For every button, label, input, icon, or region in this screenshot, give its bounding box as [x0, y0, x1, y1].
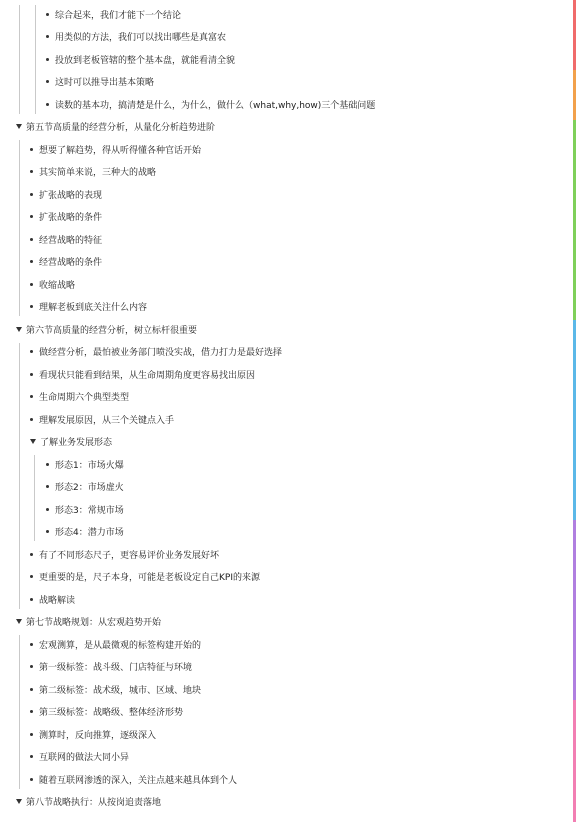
outline-item-label: 生命周期六个典型类型 [39, 393, 130, 403]
outline-item-row[interactable] [46, 71, 154, 93]
bullet-icon [46, 103, 49, 106]
outline-item-row[interactable] [30, 633, 201, 655]
outline-section-row[interactable] [16, 611, 161, 633]
outline-item-label: 随着互联网渗透的深入，关注点越来越具体到个人 [39, 775, 238, 786]
outline-item-row[interactable] [30, 656, 192, 678]
outline-item-row[interactable] [30, 768, 237, 790]
outline-item-label: 宏观测算，是从最微观的标签构建开始的 [39, 640, 202, 651]
bullet-icon [30, 350, 33, 353]
bullet-icon [46, 13, 49, 16]
outline-item-row[interactable] [30, 386, 129, 408]
bullet-icon [30, 215, 33, 218]
outline-section-row[interactable] [16, 116, 215, 138]
outline-item-label: 形态1：市场火爆 [55, 460, 124, 471]
outline-item-row[interactable] [30, 183, 102, 205]
outline-item-label: 收缩战略 [39, 280, 76, 291]
outline-item-label: 有了不同形态尺子，更容易评价业务发展好坏 [39, 550, 220, 561]
bullet-icon [30, 733, 33, 736]
outline-item-row[interactable] [30, 701, 183, 723]
bullet-icon [46, 35, 49, 38]
bullet-icon [46, 463, 49, 466]
outline-item-row[interactable] [30, 723, 156, 745]
outline-item-row[interactable] [30, 543, 219, 565]
outline-item-label: 第五节高质量的经营分析，从量化分析趋势进阶 [26, 123, 216, 133]
bullet-icon [30, 665, 33, 668]
bullet-icon [46, 530, 49, 533]
bullet-icon [46, 485, 49, 488]
outline-item-row[interactable] [30, 138, 201, 160]
outline-item-label: 了解业务发展形态 [40, 438, 113, 448]
bullet-icon [30, 148, 33, 151]
outline-item-row[interactable] [46, 93, 375, 115]
collapse-caret-icon[interactable] [16, 619, 22, 624]
outline-item-row[interactable] [46, 453, 124, 475]
outline-section-row[interactable] [16, 791, 161, 813]
bullet-icon [30, 305, 33, 308]
outline-item-row[interactable] [46, 48, 235, 70]
outline-item-row[interactable] [46, 26, 226, 48]
indent-guide-line [19, 5, 20, 114]
outline-item-label: 这时可以推导出基本策略 [55, 78, 155, 88]
outline-item-row[interactable] [30, 408, 174, 430]
outline-item-row[interactable] [30, 206, 102, 228]
bullet-icon [30, 238, 33, 241]
outline-item-row[interactable] [46, 3, 181, 25]
outline-item-label: 做经营分析，最怕被业务部门喷没实战，借力打力是最好选择 [39, 348, 283, 358]
outline-item-row[interactable] [30, 363, 255, 385]
outline-item-label: 用类似的方法，我们可以找出哪些是真富农 [55, 33, 227, 43]
bullet-icon [46, 508, 49, 511]
outline-item-row[interactable] [46, 498, 124, 520]
outline-section-row[interactable] [16, 318, 197, 340]
bullet-icon [30, 260, 33, 263]
outline-item-row[interactable] [30, 588, 75, 610]
bullet-icon [30, 710, 33, 713]
outline-item-label: 形态3：常规市场 [55, 505, 124, 516]
bullet-icon [30, 553, 33, 556]
outline-item-row[interactable] [30, 251, 102, 273]
bullet-icon [30, 598, 33, 601]
outline-item-label: 第七节战略规划：从宏观趋势开始 [26, 618, 162, 628]
outline-item-row[interactable] [46, 476, 124, 498]
collapse-caret-icon[interactable] [16, 799, 22, 804]
bullet-icon [30, 688, 33, 691]
indent-guide-line [19, 343, 20, 609]
bullet-icon [30, 283, 33, 286]
outline-item-label: 其实简单来说，三种大的战略 [39, 168, 157, 178]
outline-item-label: 测算时，反向推算，逐级深入 [39, 730, 157, 741]
outline-item-label: 互联网的做法大同小异 [39, 753, 130, 763]
bullet-icon [30, 643, 33, 646]
outline-item-row[interactable] [30, 341, 282, 363]
collapse-caret-icon[interactable] [16, 124, 22, 129]
indent-guide-line [34, 455, 35, 541]
bullet-icon [30, 755, 33, 758]
bullet-icon [30, 575, 33, 578]
outline-item-label: 综合起来，我们才能下一个结论 [55, 10, 182, 21]
bullet-icon [30, 193, 33, 196]
indent-guide-line [19, 635, 20, 789]
outline-item-label: 扩张战略的条件 [39, 213, 103, 223]
outline-item-label: 经营战略的条件 [39, 258, 103, 268]
outline-item-row[interactable] [30, 746, 129, 768]
bullet-icon [30, 170, 33, 173]
outline-item-label: 看现状只能看到结果，从生命周期角度更容易找出原因 [39, 370, 256, 381]
bullet-icon [30, 418, 33, 421]
bullet-icon [30, 395, 33, 398]
outline-section-row[interactable] [30, 431, 112, 453]
collapse-caret-icon[interactable] [30, 439, 36, 444]
outline-item-row[interactable] [30, 161, 156, 183]
outline-item-row[interactable] [30, 678, 201, 700]
outline-item-label: 想要了解趋势，得从听得懂各种官话开始 [39, 145, 202, 156]
outline-item-label: 读数的基本功，搞清楚是什么，为什么，做什么（what,why,how)三个基础问题 [55, 100, 376, 111]
outline-item-label: 理解老板到底关注什么内容 [39, 303, 148, 313]
indent-guide-line [19, 140, 20, 316]
outline-item-label: 第二级标签：战术级，城市、区域、地块 [39, 685, 202, 696]
outline-item-label: 第三级标签：战略级、整体经济形势 [39, 708, 184, 718]
outline-item-label: 战略解读 [39, 595, 76, 606]
outline-item-label: 形态2：市场虚火 [55, 483, 124, 493]
outline-item-row[interactable] [46, 521, 124, 543]
outline-item-label: 投放到老板管辖的整个基本盘，就能看清全貌 [55, 55, 236, 66]
outline-item-row[interactable] [30, 273, 75, 295]
outline-item-label: 扩张战略的表现 [39, 190, 103, 201]
outline-item-label: 形态4：潜力市场 [55, 528, 124, 538]
bullet-icon [46, 80, 49, 83]
outline-item-label: 经营战略的特征 [39, 235, 103, 246]
outline-item-row[interactable] [30, 228, 102, 250]
outline-item-label: 第一级标签：战斗级、门店特征与环境 [39, 663, 193, 673]
indent-guide-line [35, 5, 36, 114]
outline-item-label: 第六节高质量的经营分析，树立标杆很重要 [26, 325, 198, 336]
outline-item-row[interactable] [30, 296, 147, 318]
outline-item-row[interactable] [30, 566, 260, 588]
bullet-icon [30, 778, 33, 781]
bullet-icon [30, 373, 33, 376]
outline-item-label: 更重要的是，尺子本身，可能是老板设定自己KPI的来源 [39, 573, 260, 583]
collapse-caret-icon[interactable] [16, 327, 22, 332]
outline-item-label: 第八节战略执行：从按岗追责落地 [26, 798, 162, 808]
outline-item-label: 理解发展原因，从三个关键点入手 [39, 415, 175, 426]
bullet-icon [46, 58, 49, 61]
